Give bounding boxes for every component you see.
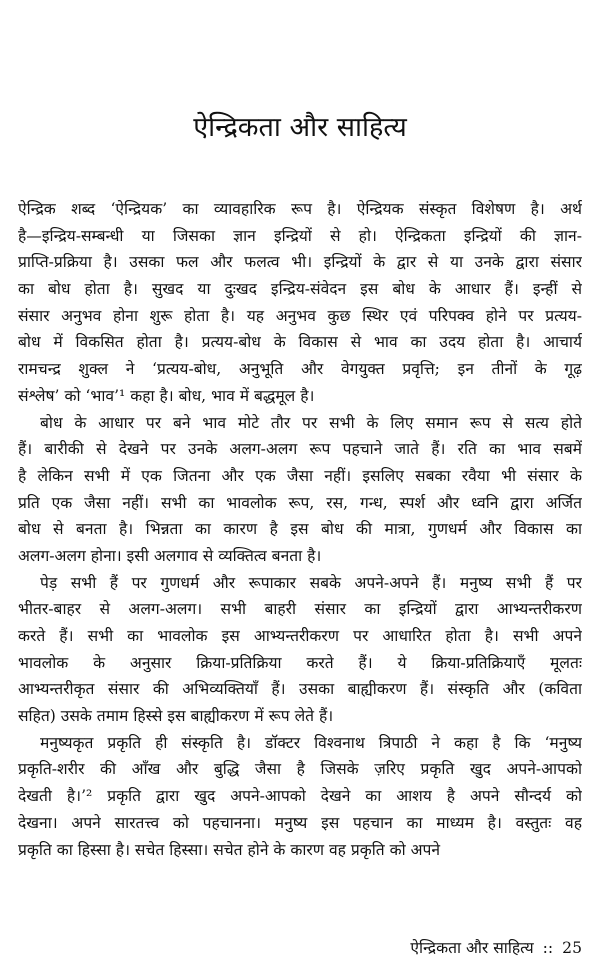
text-line: प्रकृति-शरीर की आँख और बुद्धि जैसा है जिसके ज़रिए प्रकृति खुद अपने-आपको xyxy=(18,760,582,779)
text-line: मनुष्यकृत प्रकृति ही संस्कृति है। डॉक्टर विश्वनाथ त्रिपाठी ने कहा है कि ‘मनुष्य xyxy=(40,733,582,752)
text-line: आभ्यन्तरीकृत संसार की अभिव्यक्तियाँ हैं। उसका बाह्यीकरण हैं। संस्कृति और (कविता xyxy=(18,680,582,699)
text-line: का बोध होता है। सुखद या दुःखद इन्द्रिय-संवेदन इस बोध के आधार हैं। इन्हीं से xyxy=(18,280,582,299)
text-line: पेड़ सभी हैं पर गुणधर्म और रूपाकार सबके अपने-अपने हैं। मनुष्य सभी हैं पर xyxy=(40,573,582,592)
text-line: सहित) उसके तमाम हिस्से इस बाह्यीकरण में रूप लेते हैं। xyxy=(18,707,334,726)
paragraph xyxy=(18,730,582,863)
text-line: बोध से बनता है। भिन्नता का कारण है इस बोध की मात्रा, गुणधर्म और विकास का xyxy=(18,520,582,539)
text-line: हैं। बारीकी से देखने पर उनके अलग-अलग रूप पहचाने जाते हैं। रति का भाव सबमें xyxy=(18,440,582,459)
text-line: है लेकिन सभी में एक जितना और एक जैसा नहीं। इसलिए सबका रवैया भी संसार के xyxy=(18,466,582,485)
text-line: संसार अनुभव होना शुरू होता है। यह अनुभव कुछ स्थिर एवं परिपक्व होने पर प्रत्यय- xyxy=(18,306,582,325)
text-line: ऐन्द्रिक शब्द ‘ऐन्द्रियक’ का व्यावहारिक रूप है। ऐन्द्रियक संस्कृत विशेषण है। अर्थ xyxy=(18,200,582,218)
text-line: भावलोक के अनुसार क्रिया-प्रतिक्रिया करते हैं। ये क्रिया-प्रतिक्रियाएँ मूलतः xyxy=(18,653,582,672)
footer-separator: :: xyxy=(542,939,554,957)
paragraph xyxy=(18,570,582,730)
paragraph xyxy=(18,196,582,410)
text-line: अलग-अलग होना। इसी अलगाव से व्यक्तित्व बनता है। xyxy=(18,546,322,565)
text-line: रामचन्द्र शुक्ल ने ‘प्रत्यय-बोध, अनुभूति और वेगयुक्त प्रवृत्ति; इन तीनों के गूढ़ xyxy=(18,360,582,379)
page-footer xyxy=(406,936,582,960)
text-line: है—इन्द्रिय-सम्बन्धी या जिसका ज्ञान इन्द्रियों से हो। ऐन्द्रिकता इन्द्रियों की ज्ञान- xyxy=(18,226,582,245)
paragraph xyxy=(18,410,582,570)
body-text xyxy=(18,196,582,863)
text-line: करते हैं। सभी का भावलोक इस आभ्यन्तरीकरण पर आधारित होता है। सभी अपने xyxy=(18,627,582,645)
running-title: ऐन्द्रिकता और साहित्य xyxy=(410,939,534,957)
text-line: बोध के आधार पर बने भाव मोटे तौर पर सभी के लिए समान रूप से सत्य होते xyxy=(40,413,582,432)
text-line: प्रकृति का हिस्सा है। सचेत हिस्सा। सचेत होने के कारण वह प्रकृति को अपने xyxy=(18,840,441,859)
text-line: देखना। अपने सारतत्त्व को पहचानना। मनुष्य इस पहचान का माध्यम है। वस्तुतः वह xyxy=(18,813,582,832)
chapter-title: ऐन्द्रिकता और साहित्य xyxy=(193,112,407,143)
text-line: भीतर-बाहर से अलग-अलग। सभी बाहरी संसार का इन्द्रियों द्वारा आभ्यन्तरीकरण xyxy=(18,600,582,619)
text-line: प्रति एक जैसा नहीं। सभी का भावलोक रूप, रस, गन्ध, स्पर्श और ध्वनि द्वारा अर्जित xyxy=(18,493,582,512)
text-line: बोध में विकसित होता है। प्रत्यय-बोध के विकास से भाव का उदय होता है। आचार्य xyxy=(18,333,582,352)
text-line: प्राप्ति-प्रक्रिया है। उसका फल और फलत्व भी। इन्द्रियों के द्वार से या उनके द्वारा संसार xyxy=(18,253,582,272)
text-line: देखती है।’² प्रकृति द्वारा खुद अपने-आपको देखने का आशय है अपने सौन्दर्य को xyxy=(18,787,582,806)
text-line: संश्लेष’ को ‘भाव’¹ कहा है। बोध, भाव में बद्धमूल है। xyxy=(18,386,315,405)
page-number: 25 xyxy=(562,939,582,957)
